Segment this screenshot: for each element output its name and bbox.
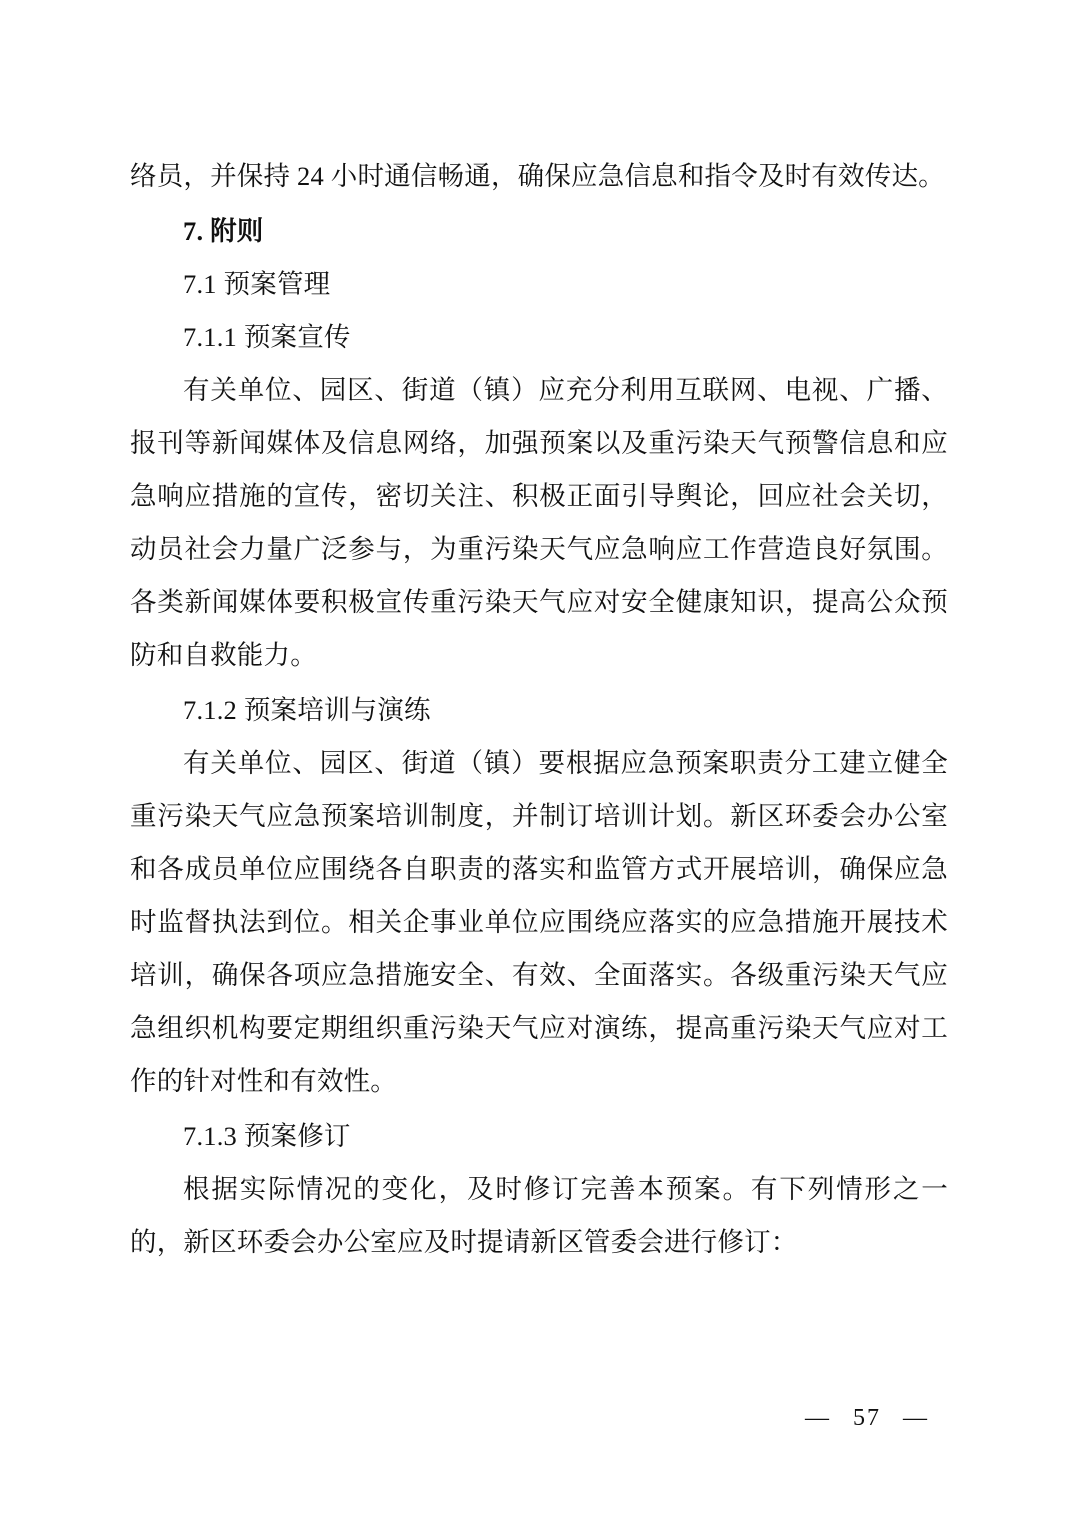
heading-7-附则: 7. 附则	[183, 216, 264, 246]
page-content	[130, 150, 948, 1271]
footer-right-dash: —	[903, 1405, 929, 1431]
paragraph-7-1-3: 根据实际情况的变化，及时修订完善本预案。有下列情形之一的，新区环委会办公室应及时提请新区管委会进行修订：	[130, 1174, 948, 1257]
paragraph-7-1-1: 有关单位、园区、街道（镇）应充分利用互联网、电视、广播、报刊等新闻媒体及信息网络，加强预案以及重污染天气预警信息和应急响应措施的宣传，密切关注、积极正面引导舆论，回应社会关切，动员社会力量广泛参与，为重污染天气应急响应工作营造良好氛围。各类新闻媒体要积极宣传重污染天气应对安全健康知识，提高公众预防和自救能力。	[130, 375, 948, 670]
footer-left-dash: —	[805, 1405, 831, 1431]
heading-7-1-预案管理: 7.1 预案管理	[183, 269, 331, 299]
heading-7-1-3-预案修订: 7.1.3 预案修订	[183, 1121, 351, 1151]
heading-7-1-2-预案培训与演练: 7.1.2 预案培训与演练	[183, 695, 431, 725]
page-number: 57	[853, 1405, 881, 1431]
heading-7-1-1-预案宣传: 7.1.1 预案宣传	[183, 322, 351, 352]
paragraph-continued: 络员，并保持 24 小时通信畅通，确保应急信息和指令及时有效传达。	[130, 161, 945, 191]
paragraph-7-1-2: 有关单位、园区、街道（镇）要根据应急预案职责分工建立健全重污染天气应急预案培训制度，并制订培训计划。新区环委会办公室和各成员单位应围绕各自职责的落实和监管方式开展培训，确保应急时监督执法到位。相关企事业单位应围绕应落实的应急措施开展技术培训，确保各项应急措施安全、有效、全面落实。各级重污染天气应急组织机构要定期组织重污染天气应对演练，提高重污染天气应对工作的针对性和有效性。	[130, 748, 948, 1096]
page-footer	[0, 1405, 1074, 1432]
